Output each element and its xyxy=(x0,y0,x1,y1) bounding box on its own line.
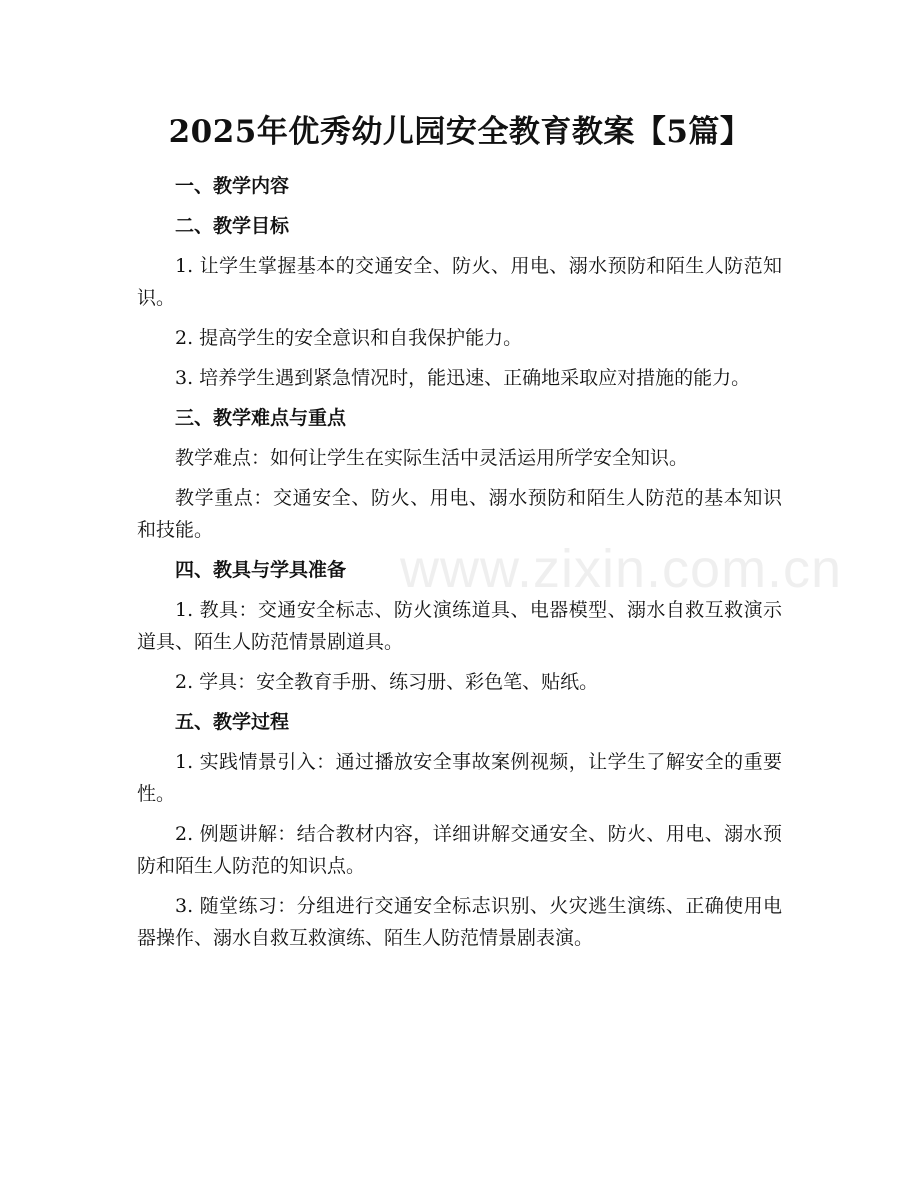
document-title: 2025年优秀幼儿园安全教育教案【5篇】 xyxy=(168,114,752,150)
section-heading: 二、教学目标 xyxy=(175,215,290,237)
body-paragraph: 教学重点：交通安全、防火、用电、溺水预防和陌生人防范的基本知识和技能。 xyxy=(137,487,782,541)
section-heading: 四、教具与学具准备 xyxy=(175,559,347,581)
body-paragraph: 1. 教具：交通安全标志、防火演练道具、电器模型、溺水自救互救演示道具、陌生人防范情景剧道具。 xyxy=(137,599,782,653)
body-paragraph: 2. 学具：安全教育手册、练习册、彩色笔、贴纸。 xyxy=(175,671,599,693)
body-paragraph: 3. 随堂练习：分组进行交通安全标志识别、火灾逃生演练、正确使用电器操作、溺水自救互救演练、陌生人防范情景剧表演。 xyxy=(137,895,782,949)
body-paragraph: 1. 实践情景引入：通过播放安全事故案例视频，让学生了解安全的重要性。 xyxy=(137,751,782,805)
section-heading: 五、教学过程 xyxy=(175,711,290,733)
watermark: www.zixin.com.cn xyxy=(400,539,843,599)
body-paragraph: 3. 培养学生遇到紧急情况时，能迅速、正确地采取应对措施的能力。 xyxy=(175,367,751,389)
section-heading: 一、教学内容 xyxy=(175,175,290,197)
section-heading: 三、教学难点与重点 xyxy=(175,407,347,429)
body-paragraph: 1. 让学生掌握基本的交通安全、防火、用电、溺水预防和陌生人防范知识。 xyxy=(137,255,782,309)
body-paragraph: 教学难点：如何让学生在实际生活中灵活运用所学安全知识。 xyxy=(175,447,689,469)
body-paragraph: 2. 例题讲解：结合教材内容，详细讲解交通安全、防火、用电、溺水预防和陌生人防范的知识点。 xyxy=(137,823,782,877)
document-body xyxy=(137,170,782,962)
body-paragraph: 2. 提高学生的安全意识和自我保护能力。 xyxy=(175,327,523,349)
